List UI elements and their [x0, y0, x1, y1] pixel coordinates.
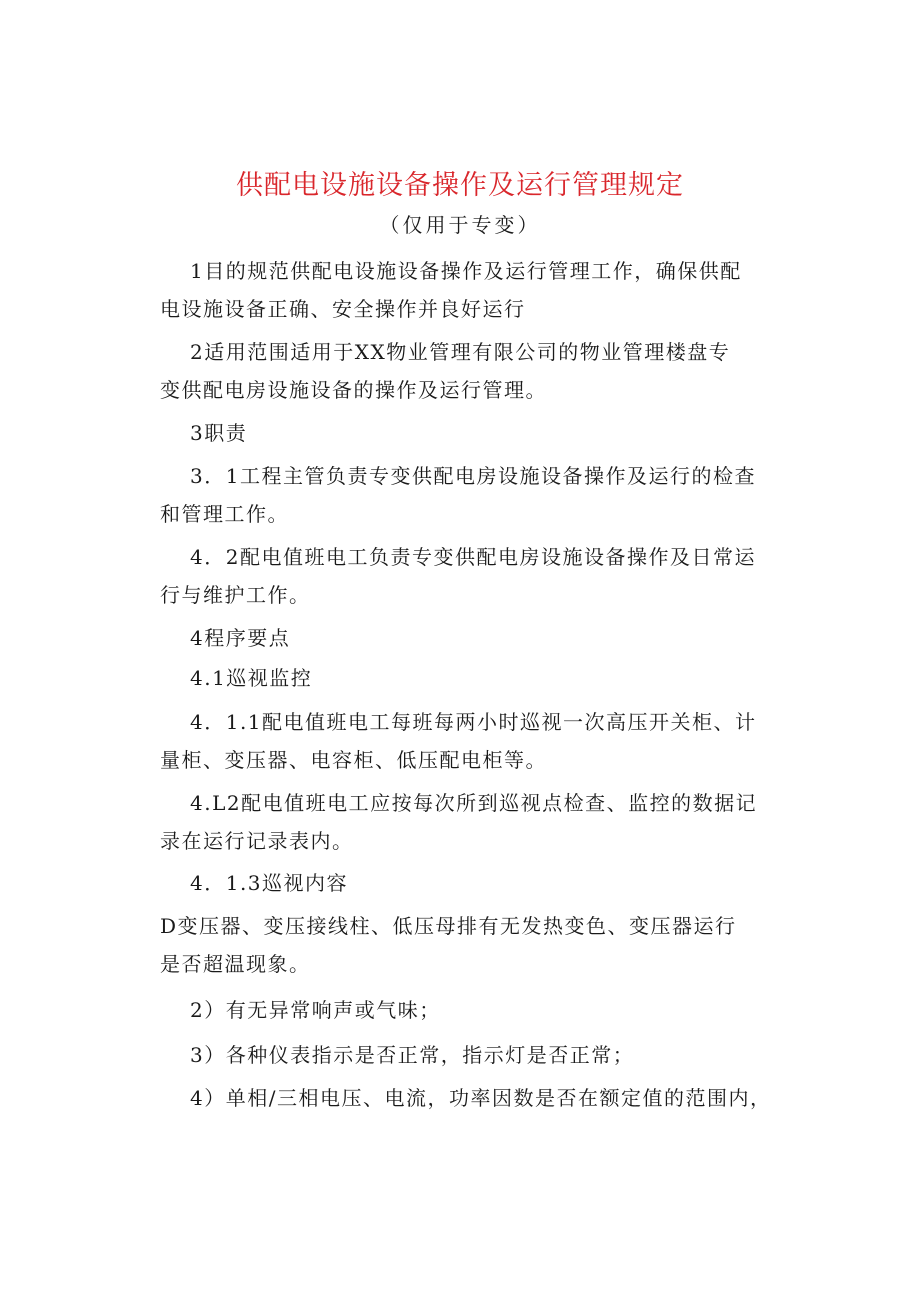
paragraph-line: 变供配电房设施设备的操作及运行管理。 — [160, 378, 547, 402]
paragraph-line: 和管理工作。 — [160, 502, 289, 526]
paragraph-line: 3．1工程主管负责专变供配电房设施设备操作及运行的检查 — [190, 464, 756, 488]
paragraph-line: 2）有无异常响声或气味； — [190, 998, 441, 1022]
paragraph-line: 1目的规范供配电设施设备操作及运行管理工作，确保供配 — [190, 259, 742, 283]
paragraph-line: 4程序要点 — [190, 626, 291, 650]
paragraph-line: 量柜、变压器、电容柜、低压配电柜等。 — [160, 748, 547, 772]
paragraph-line: D变压器、变压接线柱、低压母排有无发热变色、变压器运行 — [160, 914, 737, 938]
paragraph-line: 2适用范围适用于XX物业管理有限公司的物业管理楼盘专 — [190, 340, 731, 364]
paragraph-line: 电设施设备正确、安全操作并良好运行 — [160, 297, 526, 321]
paragraph-line: 4.1巡视监控 — [190, 666, 313, 690]
paragraph-line: 4．2配电值班电工负责专变供配电房设施设备操作及日常运 — [190, 545, 756, 569]
document-title: 供配电设施设备操作及运行管理规定 — [236, 170, 684, 201]
paragraph-line: 4．1.3巡视内容 — [190, 871, 349, 895]
paragraph-line: 录在运行记录表内。 — [160, 829, 354, 853]
paragraph-line: 3）各种仪表指示是否正常，指示灯是否正常； — [190, 1043, 635, 1067]
paragraph-line: 4．1.1配电值班电工每班每两小时巡视一次高压开关柜、计 — [190, 710, 757, 734]
paragraph-line: 3职责 — [190, 421, 248, 445]
paragraph-line: 是否超温现象。 — [160, 952, 311, 976]
paragraph-line: 4.L2配电值班电工应按每次所到巡视点检查、监控的数据记 — [190, 791, 758, 815]
paragraph-line: 行与维护工作。 — [160, 583, 311, 607]
document-subtitle: （仅用于专变） — [379, 213, 541, 237]
paragraph-line: 4）单相/三相电压、电流，功率因数是否在额定值的范围内， — [190, 1086, 772, 1110]
